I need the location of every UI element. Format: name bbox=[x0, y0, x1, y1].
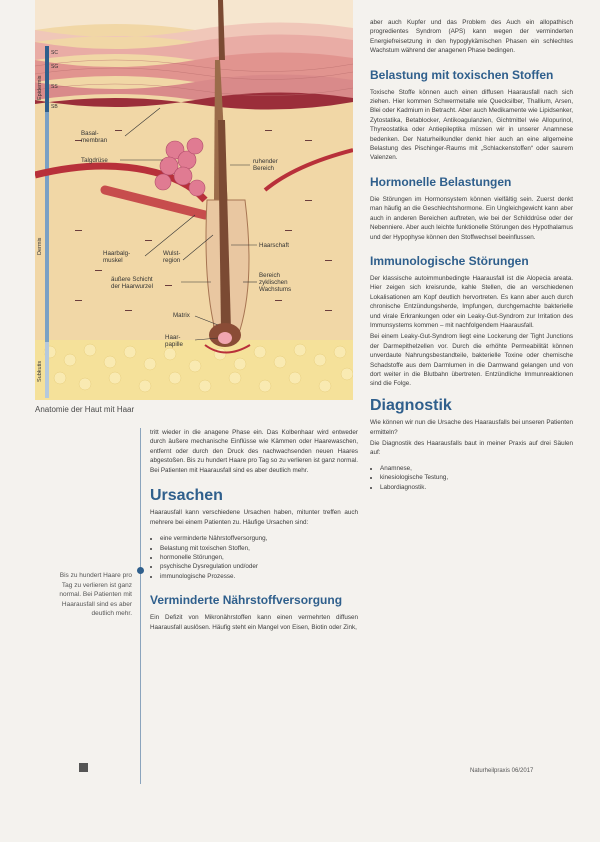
heading-nutrients: Verminderte Nährstoffversorgung bbox=[150, 593, 343, 608]
list-item: • Anamnese, bbox=[380, 464, 573, 473]
subcutis-label: Subkutis bbox=[37, 360, 43, 382]
list-item: • Labordiagnostik. bbox=[380, 483, 573, 492]
right-column bbox=[370, 18, 573, 492]
list-item: • kinesiologische Testung, bbox=[380, 473, 573, 482]
heading-causes: Ursachen bbox=[150, 487, 223, 505]
list-item: • psychische Dysregulation und/oder bbox=[160, 562, 358, 571]
heading-immune: Immunologische Störungen bbox=[370, 253, 529, 268]
label-sebaceous-gland: Talgdrüse bbox=[81, 157, 108, 164]
middle-intro: tritt wieder in die anagene Phase ein. Das Kolbenhaar wird entweder durch äußere mechanische Einflüsse wie Kämmen oder Haarewaschen, entfernt oder durch den Druck des nachwachsenden neuen Haares abgestoßen. Bis zu hundert Haare pro Tag so zu verlieren ist ganz normal. Bei Patienten mit Haarausfall sind es aber deutlich mehr. bbox=[150, 429, 358, 474]
column-rule bbox=[140, 428, 141, 784]
dermis-label: Dermis bbox=[37, 237, 43, 255]
label-bulge-region: Wulst- region bbox=[163, 250, 181, 264]
causes-list bbox=[150, 534, 358, 581]
toxic-text: Toxische Stoffe können auch einen diffusen Haarausfall nach sich ziehen. Hier kommen Schwermetalle wie Quecksilber, Thallium, Arsen, Blei oder Kadmium in Betracht. Aber auch Medikamente wie Lipidsenker, Zytostatika, Betablocker, Antikoagulanzien, Gichtmittel wie Allopurinol, Thyreostatika oder Antiepileptika müssen wir in unserer Anamnese bedenken. Der Naturheilkundler denkt hier auch an eine allgemeine Belastung des Pischinger-Raums mit „Schlackenstoffen“ oder saurem Valenzen. bbox=[370, 88, 574, 162]
epidermis-label: Epidermis bbox=[37, 75, 43, 100]
immune-text: Der klassische autoimmunbedingte Haarausfall ist die Alopecia areata. Hier zeigen sich kreisrunde, kahle Stellen, die an verschiedenen Lokalisationen am Kopf deutlich hervortreten. Es kann aber auch durch chronische Entzündungsherde, Impfungen, durchgemachte bakterielle und virale Erkrankungen oder ein Leaky-Gut-Syndrom zur Irritation des Immunsystems kommen – mit nachfolgendem Haarausfall. bbox=[370, 274, 573, 329]
diag-list bbox=[370, 464, 573, 492]
nutrients-text: Ein Defizit von Mikronährstoffen kann einen vermehrten diffusen Haarausfall auslösen. Häufig steht ein Mangel von Eisen, Biotin oder Zink, bbox=[150, 614, 358, 631]
causes-text: Haarausfall kann verschiedene Ursachen haben, mitunter treffen auch mehrere bei einem Patienten zu. Häufige Ursachen sind: bbox=[150, 509, 358, 526]
label-hair-shaft: Haarschaft bbox=[259, 242, 289, 249]
list-item: • immunologische Prozesse. bbox=[160, 572, 358, 581]
label-arrector-muscle: Haarbalg- muskel bbox=[103, 250, 131, 264]
label-cyclic-growth: Bereich zyklischen Wachstums bbox=[259, 272, 292, 293]
diag-text: Die Diagnostik des Haarausfalls baut in meiner Praxis auf drei Säulen auf: bbox=[370, 440, 573, 457]
label-basal-membrane: Basal- membran bbox=[81, 130, 108, 144]
immune-text-2: Bei einem Leaky-Gut-Syndrom liegt eine Lockerung der Tight Junctions der Darmepithelzellen vor. Durch die erhöhte Permeabilität können unverdaute Nahrungsbestandteile, bakterielle Toxine oder chemische Schadstoffe aus dem Darmlumen in die Darmwand gelangen und von dort weiter in die Blutbahn übertreten. Entzündliche Immunreaktionen sind die Folge. bbox=[370, 333, 573, 388]
layer-label-sg: SG bbox=[51, 64, 59, 70]
label-root-outer-layer: äußere Schicht der Haarwurzel bbox=[111, 276, 153, 290]
layer-label-sc: SC bbox=[51, 50, 58, 56]
footer-issue: Naturheilpraxis 06/2017 bbox=[470, 768, 534, 774]
label-papilla: Haar- papille bbox=[165, 334, 183, 348]
right-intro: aber auch Kupfer und das Problem des Auch ein allopathisch progredientes Syndrom (APS) kann wegen der verminderten Energiefreisetzung in den hypoglykämischen Phasen ein schlechtes Wachstum während der anagenen Phase bedingen. bbox=[370, 19, 573, 55]
list-item: • hormonelle Störungen, bbox=[160, 553, 358, 562]
skin-anatomy-figure bbox=[35, 0, 353, 400]
figure-caption: Anatomie der Haut mit Haar bbox=[35, 405, 135, 414]
list-item: • Belastung mit toxischen Stoffen, bbox=[160, 544, 358, 553]
list-item: • eine verminderte Nährstoffversorgung, bbox=[160, 534, 358, 543]
heading-diagnostics: Diagnostik bbox=[370, 396, 452, 414]
layer-label-ss: SS bbox=[51, 84, 58, 90]
middle-column bbox=[150, 428, 358, 634]
heading-hormone: Hormonelle Belastungen bbox=[370, 174, 512, 189]
layer-label-sb: SB bbox=[51, 104, 58, 110]
heading-toxic: Belastung mit toxischen Stoffen bbox=[370, 67, 554, 82]
label-matrix: Matrix bbox=[173, 312, 190, 319]
quote-marker bbox=[137, 567, 144, 574]
hormone-text: Die Störungen im Hormonsystem können vielfältig sein. Zuerst denkt man häufig an die Geschlechtshormone. Ein Ungleichgewicht kann aber auch in anderen Bereichen auftreten, wie bei der Schilddrüse oder der Nebenniere. Aber auch leichte funktionelle Störungen des Hypothalamus und der Hypophyse können den Stoffwechsel beeinflussen. bbox=[370, 195, 573, 241]
skin-illustration bbox=[35, 0, 353, 400]
sidebar-quote: Bis zu hundert Haare pro Tag zu verlieren ist ganz normal. Bei Patienten mit Haarausfall sind es aber deutlich mehr. bbox=[59, 572, 132, 618]
diag-question: Wie können wir nun die Ursache des Haarausfalls bei unseren Patienten ermitteln? bbox=[370, 419, 573, 436]
page-marker bbox=[79, 763, 88, 772]
label-resting-area: ruhender Bereich bbox=[253, 158, 278, 172]
